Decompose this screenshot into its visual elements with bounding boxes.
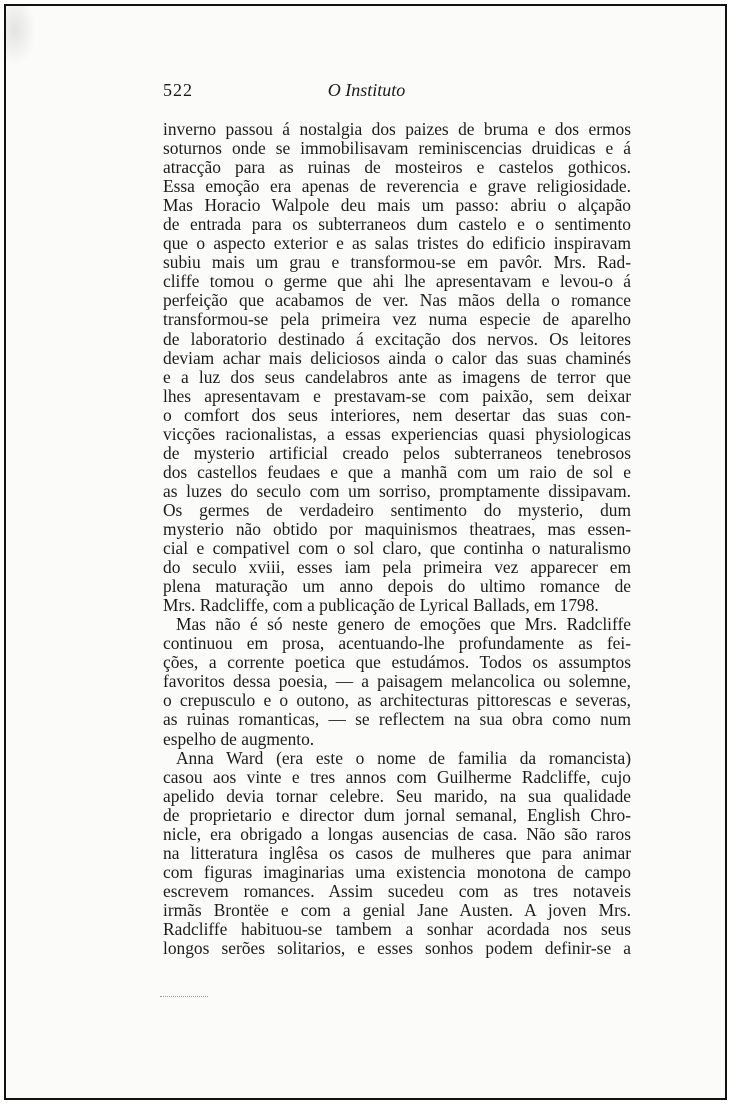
page-number: 522: [163, 80, 193, 100]
text-line: longos serões solitarios, e esses sonhos podem definir-se a: [163, 938, 631, 959]
text-line: na litteratura inglêsa os casos de mulheres que para animar: [163, 842, 631, 863]
text-line: lhes apresentavam e prestavam-se com paixão, sem deixar: [163, 385, 631, 406]
text-line: de proprietario e director dum jornal semanal, English Chro-: [163, 804, 631, 825]
text-line: dos castellos feudaes e que a manhã com um raio de sol e: [163, 461, 631, 482]
body-text: [163, 120, 631, 958]
running-head-title: O Instituto: [327, 80, 406, 100]
text-line: com figuras imaginarias uma existencia monotona de campo: [163, 861, 631, 882]
text-line: vicções racionalistas, a essas experiencias quasi physiologicas: [163, 423, 631, 444]
text-line: de laboratorio destinado á excitação dos nervos. Os leitores: [163, 328, 631, 349]
text-line: irmãs Brontëe e com a genial Jane Austen. A joven Mrs.: [163, 899, 631, 920]
text-line: as ruinas romanticas, — se reflectem na sua obra como num: [163, 709, 631, 730]
text-line: que o aspecto exterior e as salas tristes do edificio inspiravam: [163, 233, 631, 254]
text-line: as luzes do seculo com um sorriso, promptamente dissipavam.: [163, 480, 631, 501]
text-line: Mas Horacio Walpole deu mais um passo: abriu o alçapão: [163, 195, 631, 216]
text-line: Mrs. Radcliffe, com a publicação de Lyrical Ballads, em 1798.: [163, 595, 599, 616]
text-line: mysterio não obtido por maquinismos theatraes, mas essen-: [163, 518, 631, 539]
text-line: cliffe tomou o germe que ahi lhe apresentavam e levou-o á: [163, 271, 631, 292]
text-line: soturnos onde se immobilisavam reminiscencias druidicas e á: [163, 138, 631, 159]
text-line: ções, a corrente poetica que estudámos. Todos os assumptos: [163, 652, 631, 673]
text-line: nicle, era obrigado a longas ausencias de casa. Não são raros: [163, 823, 631, 844]
scan-smudge: [6, 6, 36, 66]
text-line: Mas não é só neste genero de emoções que Mrs. Radcliffe: [176, 614, 631, 635]
text-line: e a luz dos seus candelabros ante as imagens de terror que: [163, 366, 631, 387]
text-line: Os germes de verdadeiro sentimento do mysterio, dum: [163, 499, 631, 520]
scan-artifact: [160, 996, 208, 999]
text-line: continuou em prosa, acentuando-lhe profundamente as fei-: [163, 633, 631, 654]
text-line: plena maturação um anno depois do ultimo romance de: [163, 576, 631, 597]
text-line: atracção para as ruinas de mosteiros e castelos gothicos.: [163, 157, 631, 178]
text-line: espelho de augmento.: [163, 728, 315, 749]
text-line: deviam achar mais deliciosos ainda o calor das suas chaminés: [163, 347, 631, 368]
text-line: cial e compativel com o sol claro, que continha o naturalismo: [163, 538, 631, 559]
text-line: inverno passou á nostalgia dos paizes de bruma e dos ermos: [163, 119, 631, 139]
text-line: Essa emoção era apenas de reverencia e grave religiosidade.: [163, 176, 631, 197]
text-line: de entrada para os subterraneos dum castelo e o sentimento: [163, 214, 631, 235]
text-line: Anna Ward (era este o nome de familia da romancista): [176, 747, 631, 768]
text-line: o comfort dos seus interiores, nem desertar das suas con-: [163, 404, 631, 425]
text-line: transformou-se pela primeira vez numa especie de aparelho: [163, 309, 631, 330]
text-line: do seculo xviii, esses iam pela primeira vez apparecer em: [163, 557, 631, 578]
text-line: perfeição que acabamos de ver. Nas mãos della o romance: [163, 290, 631, 311]
text-line: apelido devia tornar celebre. Seu marido, na sua qualidade: [163, 785, 631, 806]
text-line: de mysterio artificial creado pelos subterraneos tenebrosos: [163, 442, 631, 463]
text-line: favoritos dessa poesia, — a paisagem melancolica ou solemne,: [163, 671, 631, 692]
text-line: o crepusculo e o outono, as architecturas pittorescas e severas,: [163, 690, 631, 711]
text-line: casou aos vinte e tres annos com Guilherme Radcliffe, cujo: [163, 766, 631, 787]
text-line: subiu mais um grau e transformou-se em pavôr. Mrs. Rad-: [163, 252, 631, 273]
text-line: escrevem romances. Assim sucedeu com as tres notaveis: [163, 880, 631, 901]
text-line: Radcliffe habituou-se tambem a sonhar acordada nos seus: [163, 918, 631, 939]
